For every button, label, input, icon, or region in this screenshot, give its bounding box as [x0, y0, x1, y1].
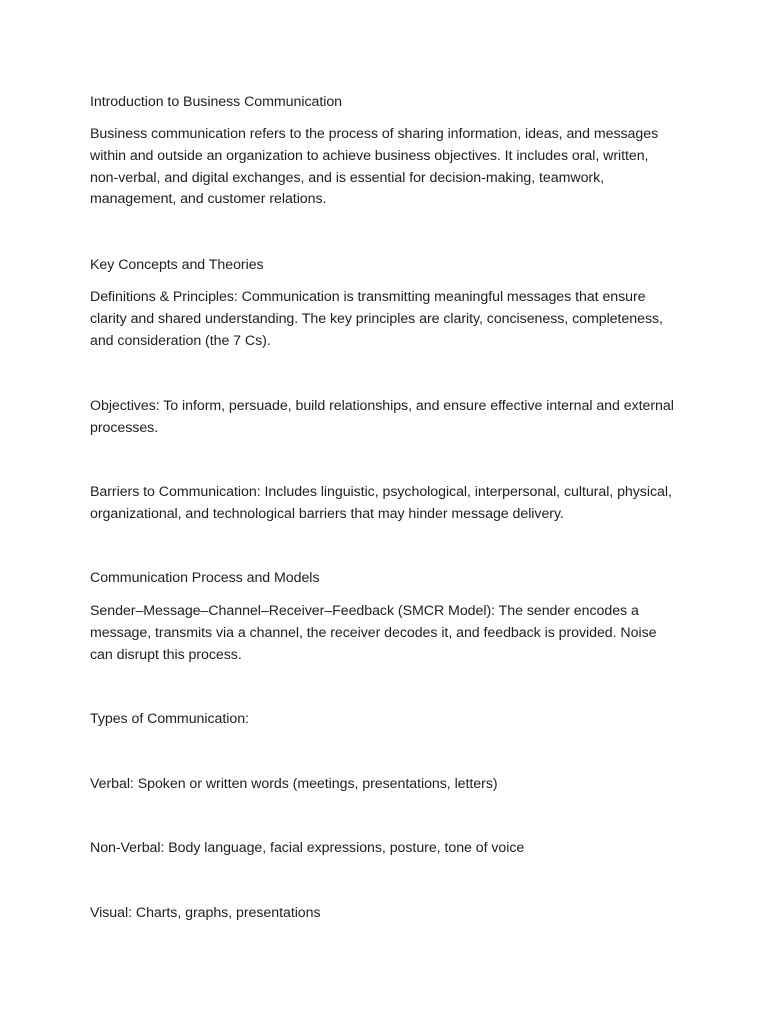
section-heading-process-models: Communication Process and Models — [90, 570, 320, 586]
paragraph-definitions-principles: Definitions & Principles: Communication is transmitting meaningful messages that ensure clarity and shared understanding. The key principles are clarity, conciseness, completeness, and consideration (the 7 Cs). — [90, 289, 663, 349]
section-heading-key-concepts: Key Concepts and Theories — [90, 257, 264, 273]
section-heading-introduction: Introduction to Business Communication — [90, 94, 343, 110]
paragraph-verbal: Verbal: Spoken or written words (meetings, presentations, letters) — [90, 776, 498, 792]
paragraph-types-of-communication: Types of Communication: — [90, 711, 249, 727]
paragraph-visual: Visual: Charts, graphs, presentations — [90, 905, 321, 921]
paragraph-objectives: Objectives: To inform, persuade, build relationships, and ensure effective internal and external processes. — [90, 398, 674, 436]
paragraph-non-verbal: Non-Verbal: Body language, facial expressions, posture, tone of voice — [90, 840, 525, 856]
paragraph-barriers: Barriers to Communication: Includes linguistic, psychological, interpersonal, cultural, physical, organizational, and technological barriers that may hinder message delivery. — [90, 484, 672, 522]
paragraph-introduction: Business communication refers to the process of sharing information, ideas, and messages within and outside an organization to achieve business objectives. It includes oral, written, non-verbal, and digital exchanges, and is essential for decision-making, teamwork, management, and customer relations. — [90, 126, 659, 208]
paragraph-smcr-model: Sender–Message–Channel–Receiver–Feedback (SMCR Model): The sender encodes a message, transmits via a channel, the receiver decodes it, and feedback is provided. Noise can disrupt this process. — [90, 603, 657, 663]
